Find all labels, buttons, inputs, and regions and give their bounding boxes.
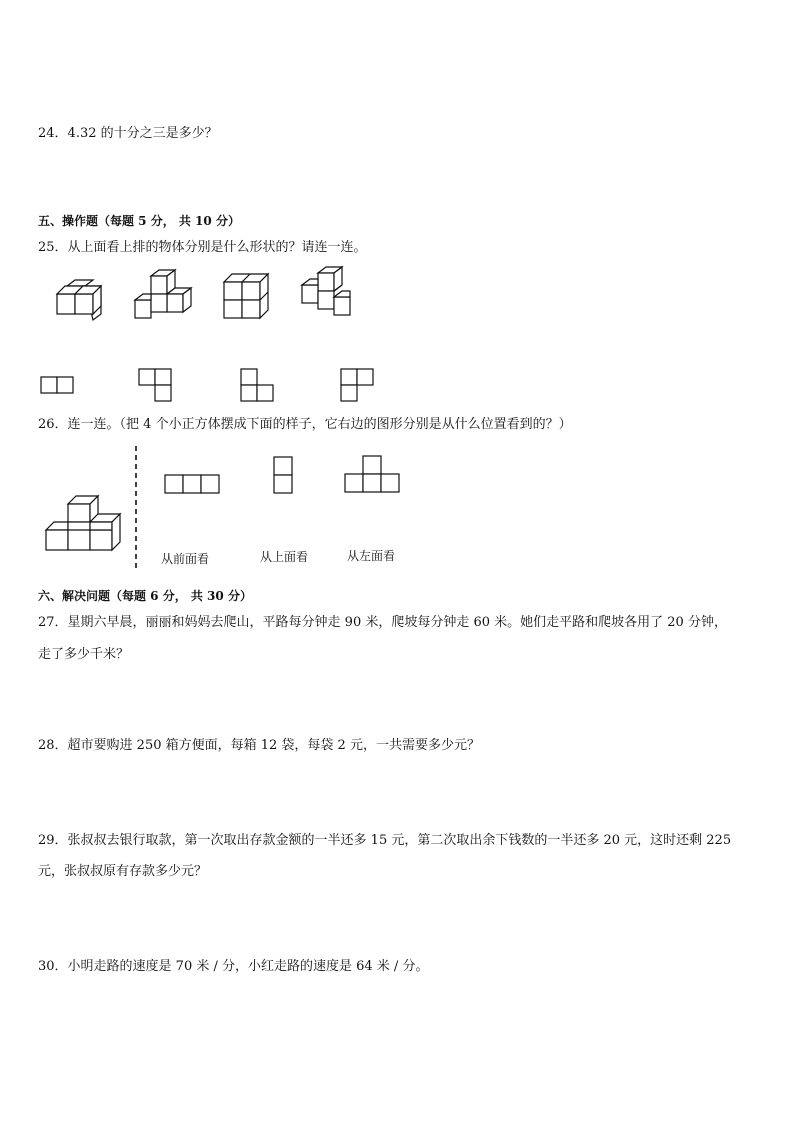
question-29-line-2: 元，张叔叔原有存款多少元？ (38, 864, 208, 879)
q25-object-1 (55, 280, 105, 320)
q25-shape-1 (40, 376, 76, 396)
q26-view-left (344, 455, 404, 497)
section-5-heading: 五、操作题（每题 5 分， 共 10 分） (38, 214, 240, 228)
q25-object-4 (300, 265, 355, 320)
q26-cube-figure (44, 494, 126, 554)
question-27-line-1: 27．星期六早晨，丽丽和妈妈去爬山，平路每分钟走 90 米，爬坡每分钟走 60 米。她们走平路和爬坡各用了 20 分钟， (38, 615, 727, 630)
q25-shape-4 (340, 368, 380, 402)
section-6-heading: 六、解决问题（每题 6 分， 共 30 分） (38, 589, 252, 603)
question-24: 24．4.32 的十分之三是多少？ (38, 126, 218, 141)
question-25: 25．从上面看上排的物体分别是什么形状的？请连一连。 (38, 240, 367, 255)
question-28: 28．超市要购进 250 箱方便面，每箱 12 袋，每袋 2 元，一共需要多少元？ (38, 738, 480, 753)
question-29-line-1: 29．张叔叔去银行取款，第一次取出存款金额的一半还多 15 元，第二次取出余下钱数的一半还多 20 元，这时还剩 225 (38, 833, 732, 848)
q26-dashed-divider (134, 446, 138, 570)
q25-object-3 (222, 272, 272, 320)
q25-shape-2 (138, 368, 178, 402)
question-26: 26．连一连。（把 4 个小正方体摆成下面的样子，它右边的图形分别是从什么位置看到的？） (38, 417, 572, 432)
q26-label-left: 从左面看 (347, 549, 396, 563)
q26-view-front (164, 474, 224, 496)
question-30: 30．小明走路的速度是 70 米 / 分，小红走路的速度是 64 米 / 分。 (38, 959, 429, 974)
q26-label-top: 从上面看 (260, 550, 309, 564)
q25-object-2 (135, 270, 190, 320)
question-27-line-2: 走了多少千米？ (38, 647, 130, 662)
q26-label-front: 从前面看 (161, 552, 210, 566)
q25-shape-3 (240, 368, 280, 402)
q26-view-top (273, 456, 297, 496)
